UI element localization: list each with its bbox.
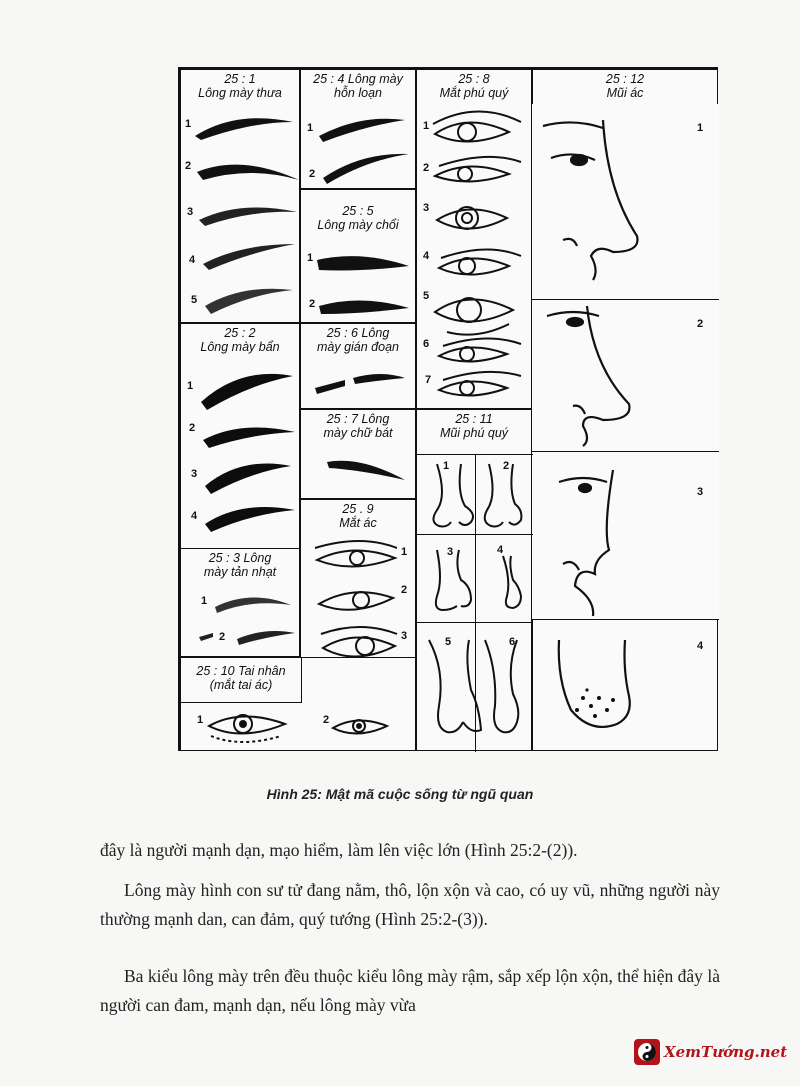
cell-header: 25 : 1 Lông mày thưa: [198, 72, 282, 100]
item-label: 6: [423, 338, 430, 350]
item-label: 1: [307, 122, 314, 134]
cell-header: 25 : 3 Lông mày tản nhạt: [203, 551, 277, 579]
cell-25-8: [416, 69, 532, 409]
cell-25-3: [180, 549, 300, 657]
cell-25-7: [300, 409, 416, 499]
item-label: 2: [503, 460, 510, 472]
item-label: 2: [189, 422, 196, 434]
figure-caption: Hình 25: Mật mã cuộc sống từ ngũ quan: [266, 786, 534, 802]
item-label: 1: [697, 122, 704, 134]
item-label: 2: [309, 298, 316, 310]
item-label: 1: [443, 460, 450, 472]
item-label: 2: [401, 584, 408, 596]
item-label: 5: [445, 636, 452, 648]
cell-header: 25 : 6 Lông mày gián đoạn: [316, 326, 399, 354]
item-label: 7: [425, 374, 432, 386]
eye-illustrations: [417, 70, 533, 410]
eye-illustrations: [181, 658, 417, 752]
watermark-text: XemTướng.net: [664, 1043, 788, 1061]
cell-25-12: [532, 69, 718, 751]
item-label: 4: [189, 254, 196, 266]
item-label: 1: [185, 118, 192, 130]
eyebrow-illustrations: [181, 549, 301, 657]
cell-25-1: [180, 69, 300, 323]
cell-header: 25 : 7 Lông mày chữ bát: [323, 412, 393, 440]
nose-illustrations: [417, 410, 533, 752]
item-label: 2: [697, 318, 704, 330]
cell-25-2: [180, 323, 300, 549]
nose-illustrations: [533, 70, 719, 752]
watermark: [634, 1034, 800, 1070]
item-label: 2: [219, 631, 226, 643]
item-label: 3: [401, 630, 408, 642]
item-label: 3: [423, 202, 430, 214]
eyebrow-illustrations: [301, 70, 417, 190]
cell-25-10: [180, 657, 416, 751]
item-label: 1: [201, 595, 208, 607]
item-label: 1: [197, 714, 204, 726]
cell-header: 25 : 2 Lông mày bẩn: [200, 326, 280, 354]
item-label: 1: [187, 380, 194, 392]
eyebrow-illustrations: [301, 190, 417, 324]
cell-header: 25 : 11 Mũi phú quý: [439, 412, 509, 440]
eyebrow-illustrations: [301, 324, 417, 410]
eyebrow-illustrations: [181, 70, 301, 324]
cell-25-11: [416, 409, 532, 751]
cell-25-6: [300, 323, 416, 409]
item-label: 4: [497, 544, 504, 556]
yin-yang-icon: [634, 1039, 660, 1065]
cell-header: 25 : 4 Lông mày hỗn loạn: [313, 72, 403, 100]
item-label: 6: [509, 636, 516, 648]
item-label: 1: [401, 546, 408, 558]
cell-header: 25 : 12 Mũi ác: [605, 72, 645, 100]
item-label: 2: [423, 162, 430, 174]
item-label: 4: [697, 640, 704, 652]
item-label: 3: [191, 468, 198, 480]
item-label: 2: [185, 160, 192, 172]
item-label: 2: [323, 714, 330, 726]
item-label: 2: [309, 168, 316, 180]
eyebrow-illustrations: [301, 410, 417, 500]
cell-25-5: [300, 189, 416, 323]
item-label: 4: [191, 510, 198, 522]
item-label: 1: [307, 252, 314, 264]
cell-header: 25 . 9 Mắt ác: [339, 502, 377, 530]
paragraph-1: đây là người mạnh dạn, mạo hiểm, làm lên việc lớn (Hình 25:2-(2)).: [100, 840, 578, 860]
item-label: 3: [447, 546, 454, 558]
item-label: 3: [697, 486, 704, 498]
item-label: 5: [423, 290, 430, 302]
item-label: 5: [191, 294, 198, 306]
item-label: 3: [187, 206, 194, 218]
cell-header: 25 : 10 Tai nhân (mắt tai ác): [196, 664, 286, 692]
paragraph-3: Ba kiểu lông mày trên đều thuộc kiểu lông mày rậm, sắp xếp lộn xộn, thể hiện đây là người can đam, mạnh dạn, nếu lông mày vừa: [100, 966, 720, 1015]
cell-header: 25 : 5 Lông mày chổi: [317, 204, 399, 232]
item-label: 4: [423, 250, 430, 262]
paragraph-2: Lông mày hình con sư tử đang nằm, thô, lộn xộn và cao, có uy vũ, những người này thường mạnh dan, can đảm, quý tướng (Hình 25:2-(3)).: [100, 880, 720, 929]
cell-25-4: [300, 69, 416, 189]
eyebrow-illustrations: [181, 324, 301, 550]
figure-grid: [178, 67, 718, 751]
item-label: 1: [423, 120, 430, 132]
cell-header: 25 : 8 Mắt phú quý: [439, 72, 509, 100]
